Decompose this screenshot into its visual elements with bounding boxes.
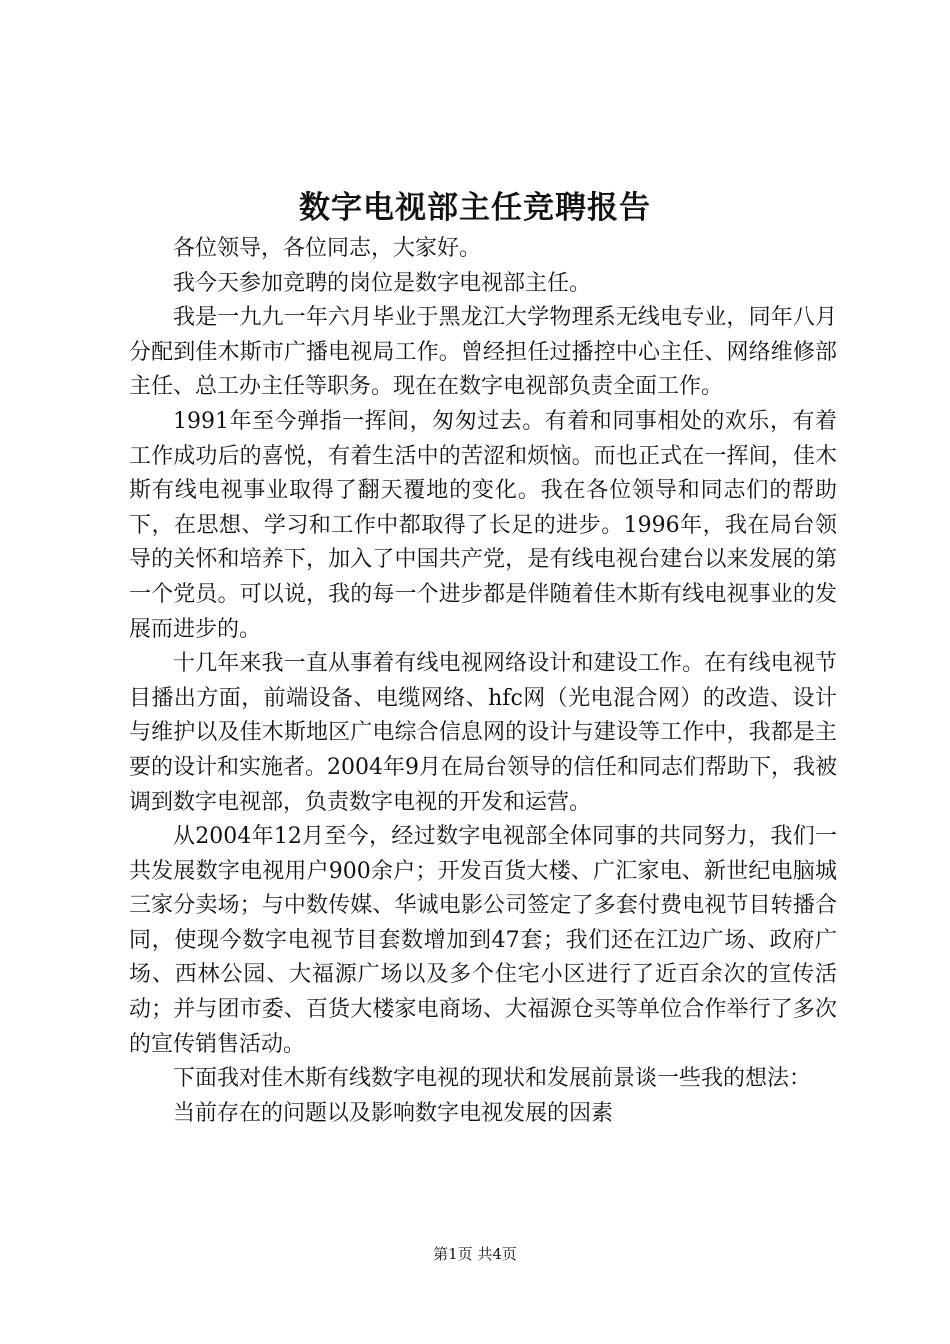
paragraph-achievements: 从2004年12月至今，经过数字电视部全体同事的共同努力，我们一共发展数字电视用户900余户；开发百货大楼、广汇家电、新世纪电脑城三家分卖场；与中数传媒、华诚电影公司签定了多套付费电视节目转播合同，使现今数字电视节目套数增加到47套；我们还在江边广场、政府广场、西林公园、大福源广场以及多个住宅小区进行了近百余次的宣传活动；并与团市委、百货大楼家电商场、大福源仓买等单位合作举行了多次的宣传销售活动。 [129, 824, 837, 1057]
paragraph-position: 我今天参加竞聘的岗位是数字电视部主任。 [173, 270, 592, 296]
paragraph-outlook-intro: 下面我对佳木斯有线数字电视的现状和发展前景谈一些我的想法： [173, 1066, 812, 1092]
paragraph-greeting: 各位领导，各位同志，大家好。 [173, 236, 482, 261]
page-footer: 第1页 共4页 [433, 1245, 517, 1263]
paragraph-experience: 1991年至今弹指一挥间，匆匆过去。有着和同事相处的欢乐，有着工作成功后的喜悦，有着生活中的苦涩和烦恼。而也正式在一挥间，佳木斯有线电视事业取得了翻天覆地的变化。我在各位领导和同志们的帮助下，在思想、学习和工作中都取得了长足的进步。1996年，我在局台领导的关怀和培养下，加入了中国共产党，是有线电视台建台以来发展的第一个党员。可以说，我的每一个进步都是伴随着佳木斯有线电视事业的发展而进步的。 [129, 408, 837, 642]
document-body [129, 232, 837, 1131]
paragraph-network-work: 十几年来我一直从事着有线电视网络设计和建设工作。在有线电视节目播出方面，前端设备、电缆网络、hfc网（光电混合网）的改造、设计与维护以及佳木斯地区广电综合信息网的设计与建设等工作中，我都是主要的设计和实施者。2004年9月在局台领导的信任和同志们帮助下，我被调到数字电视部，负责数字电视的开发和运营。 [129, 651, 837, 815]
paragraph-section-heading: 当前存在的问题以及影响数字电视发展的因素 [173, 1100, 614, 1126]
paragraph-background: 我是一九九一年六月毕业于黑龙江大学物理系无线电专业，同年八月分配到佳木斯市广播电视局工作。曾经担任过播控中心主任、网络维修部主任、总工办主任等职务。现在在数字电视部负责全面工作。 [129, 305, 837, 400]
document-title: 数字电视部主任竞聘报告 [299, 190, 651, 226]
